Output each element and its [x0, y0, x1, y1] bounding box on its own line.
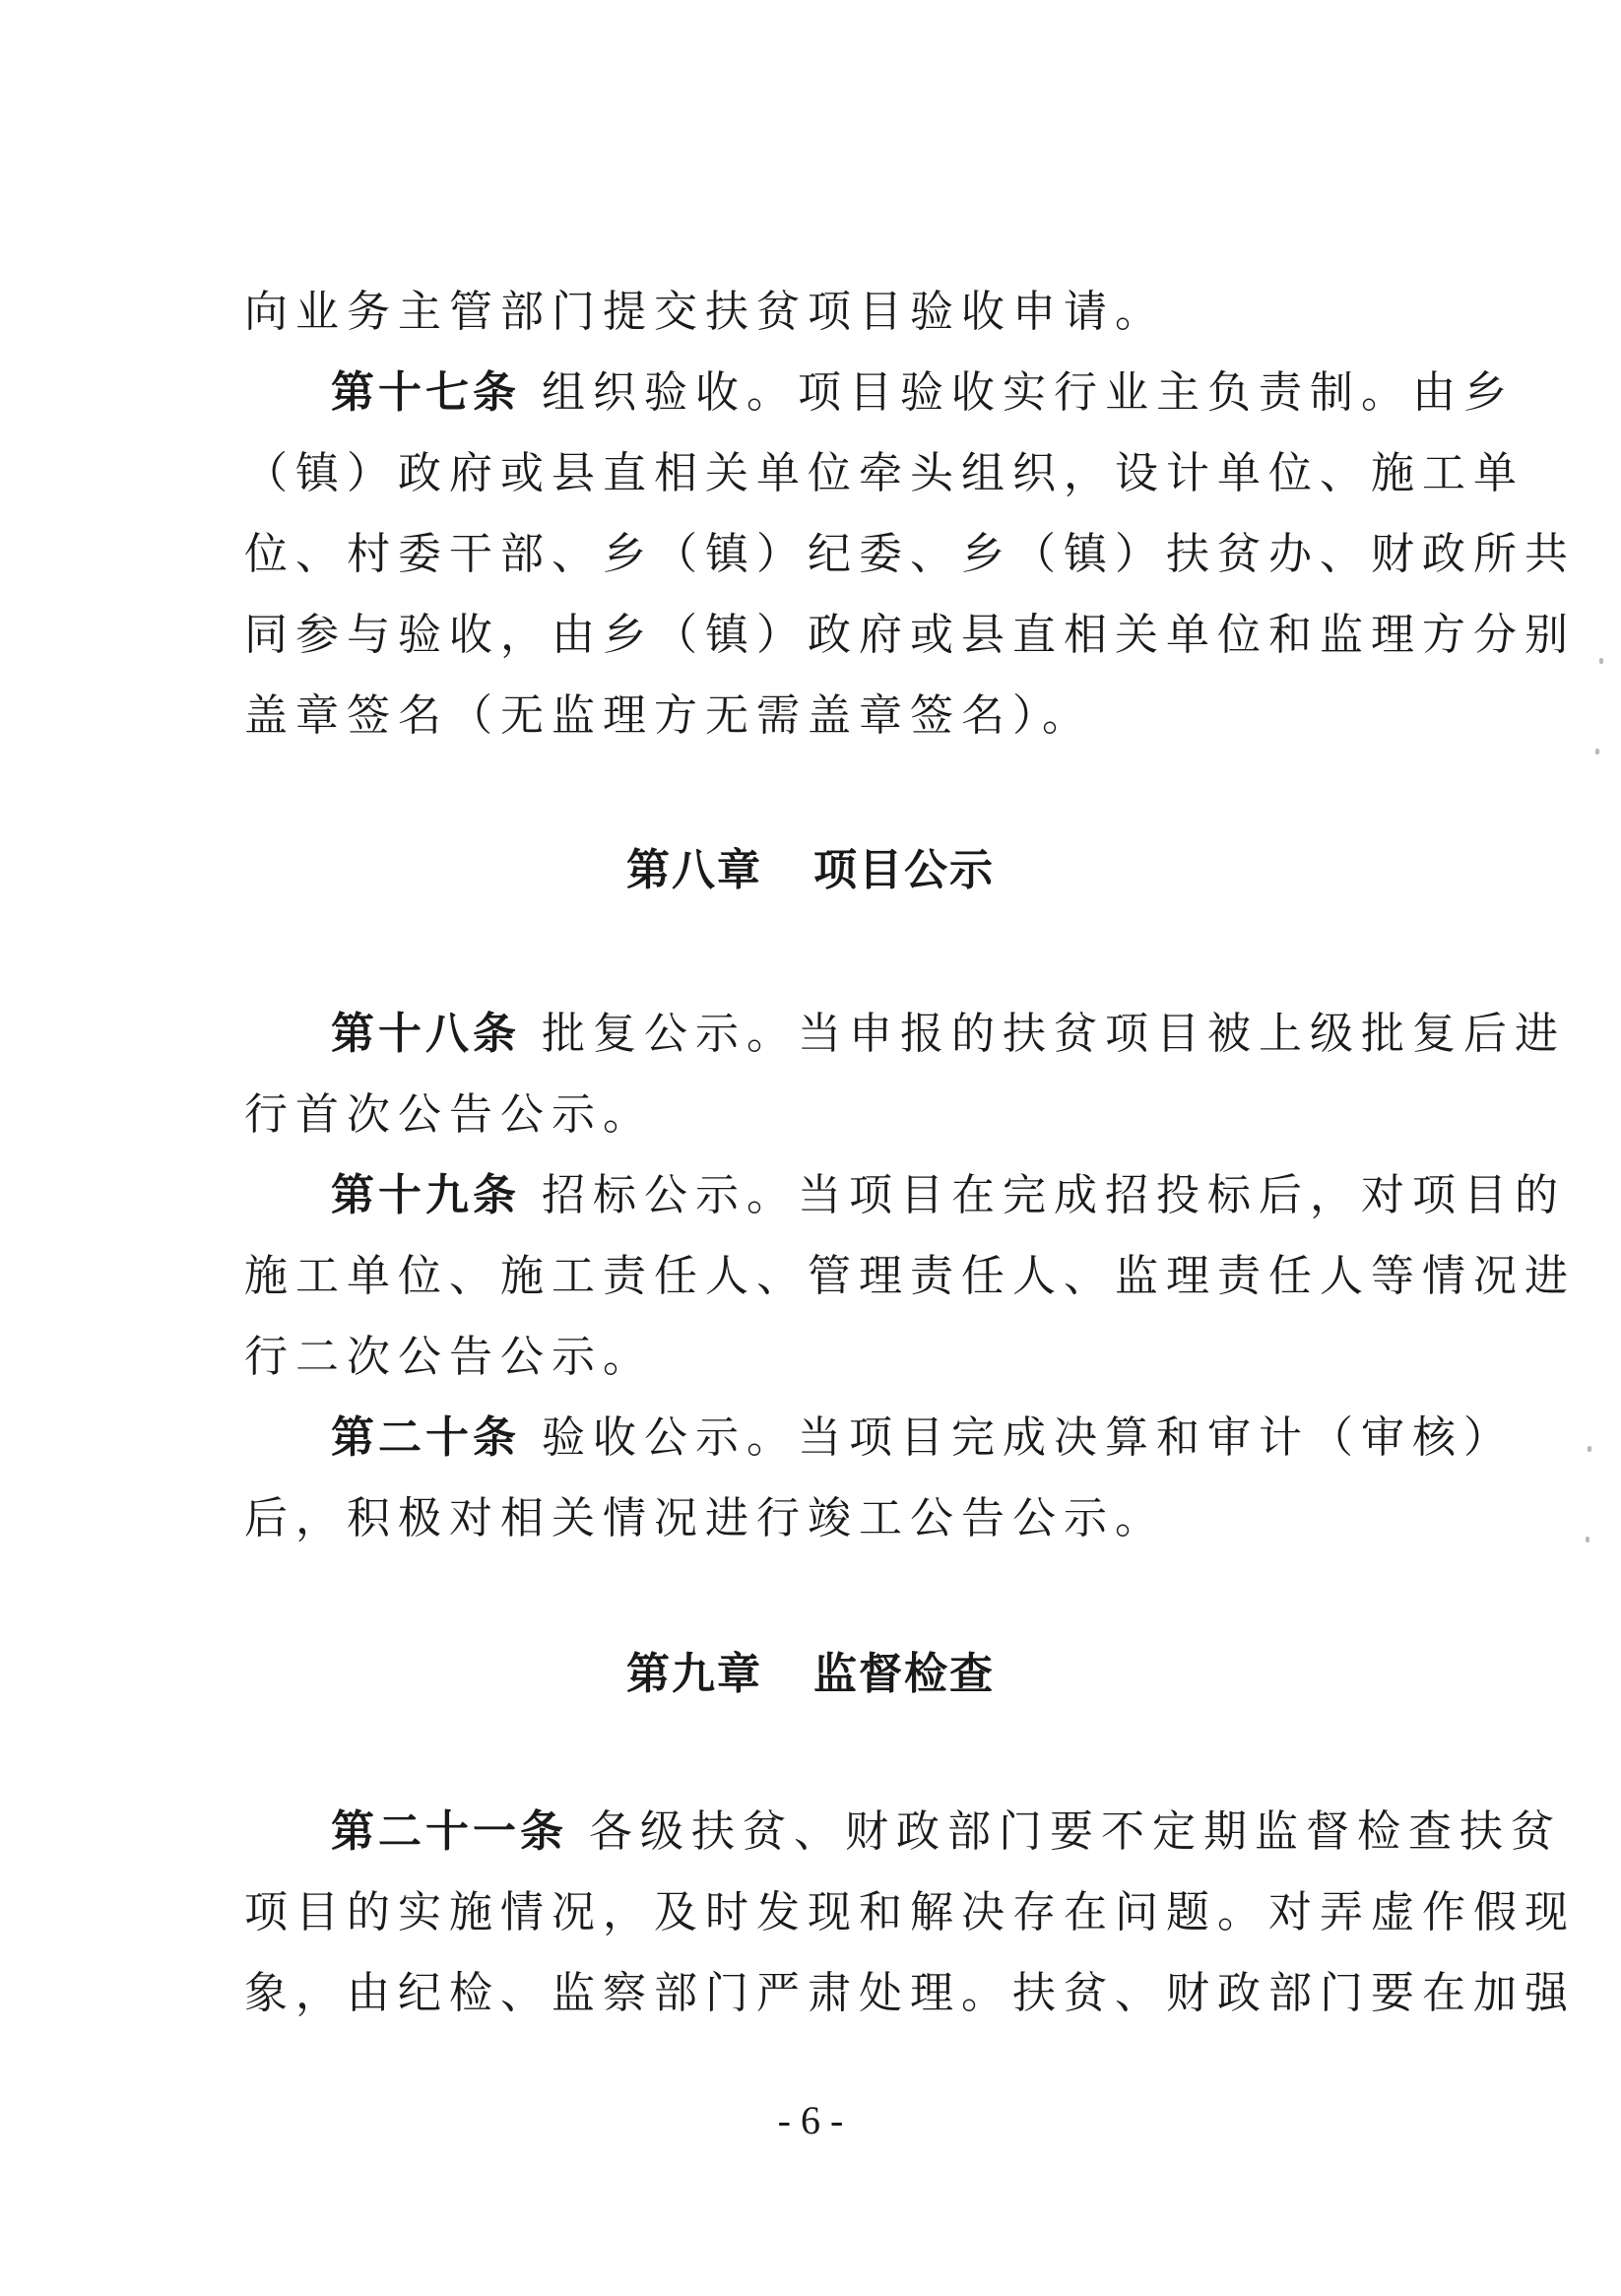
article-18-label: 第十八条 — [331, 1009, 520, 1059]
article-20-label: 第二十条 — [331, 1412, 520, 1463]
chapter-9-heading — [0, 1645, 1621, 1704]
article-20-line: 后，积极对相关情况进行竣工公告公示。 — [244, 1493, 1166, 1543]
article-20-text: 验收公示。当项目完成决算和审计（审核） — [542, 1412, 1515, 1463]
article-19-text: 招标公示。当项目在完成招投标后，对项目的 — [542, 1170, 1566, 1220]
article-17-text: 组织验收。项目验收实行业主负责制。由乡 — [542, 367, 1515, 418]
article-19-label: 第十九条 — [331, 1170, 520, 1220]
article-17-line: 位、村委干部、乡（镇）纪委、乡（镇）扶贫办、财政所共 — [244, 529, 1576, 579]
scan-speck — [1588, 1446, 1591, 1452]
article-17-line: 盖章签名（无监理方无需盖章签名）。 — [244, 690, 1093, 741]
article-18-text: 批复公示。当申报的扶贫项目被上级批复后进 — [542, 1009, 1566, 1059]
page-number: - 6 - — [777, 2098, 844, 2142]
article-18-line: 行首次公告公示。 — [244, 1089, 654, 1140]
chapter-9-number: 第九章 — [626, 1649, 762, 1699]
article-17-label: 第十七条 — [331, 367, 520, 418]
article-19-line: 施工单位、施工责任人、管理责任人、监理责任人等情况进 — [244, 1251, 1576, 1301]
scan-speck — [1595, 749, 1599, 754]
chapter-8-title: 项目公示 — [813, 845, 995, 895]
article-19-line: 行二次公告公示。 — [244, 1332, 654, 1382]
article-21-text: 各级扶贫、财政部门要不定期监督检查扶贫 — [589, 1806, 1562, 1857]
chapter-9-title: 监督检查 — [813, 1649, 995, 1699]
scan-speck — [1586, 1537, 1589, 1542]
article-20-first-line — [331, 1409, 1515, 1468]
article-19-first-line — [331, 1166, 1566, 1225]
paragraph-line: 向业务主管部门提交扶贫项目验收申请。 — [244, 287, 1166, 337]
article-17-line: 同参与验收，由乡（镇）政府或县直相关单位和监理方分别 — [244, 610, 1576, 660]
article-21-label: 第二十一条 — [331, 1806, 567, 1857]
article-18-first-line — [331, 1005, 1566, 1064]
article-21-line: 象，由纪检、监察部门严肃处理。扶贫、财政部门要在加强 — [244, 1968, 1576, 2018]
article-21-line: 项目的实施情况，及时发现和解决存在问题。对弄虚作假现 — [244, 1887, 1576, 1937]
article-21-first-line — [331, 1803, 1562, 1862]
article-17-first-line — [331, 363, 1515, 423]
chapter-8-number: 第八章 — [626, 845, 762, 895]
chapter-8-heading — [0, 841, 1621, 900]
scan-speck — [1599, 658, 1603, 664]
article-17-line: （镇）政府或县直相关单位牵头组织，设计单位、施工单 — [244, 448, 1524, 498]
